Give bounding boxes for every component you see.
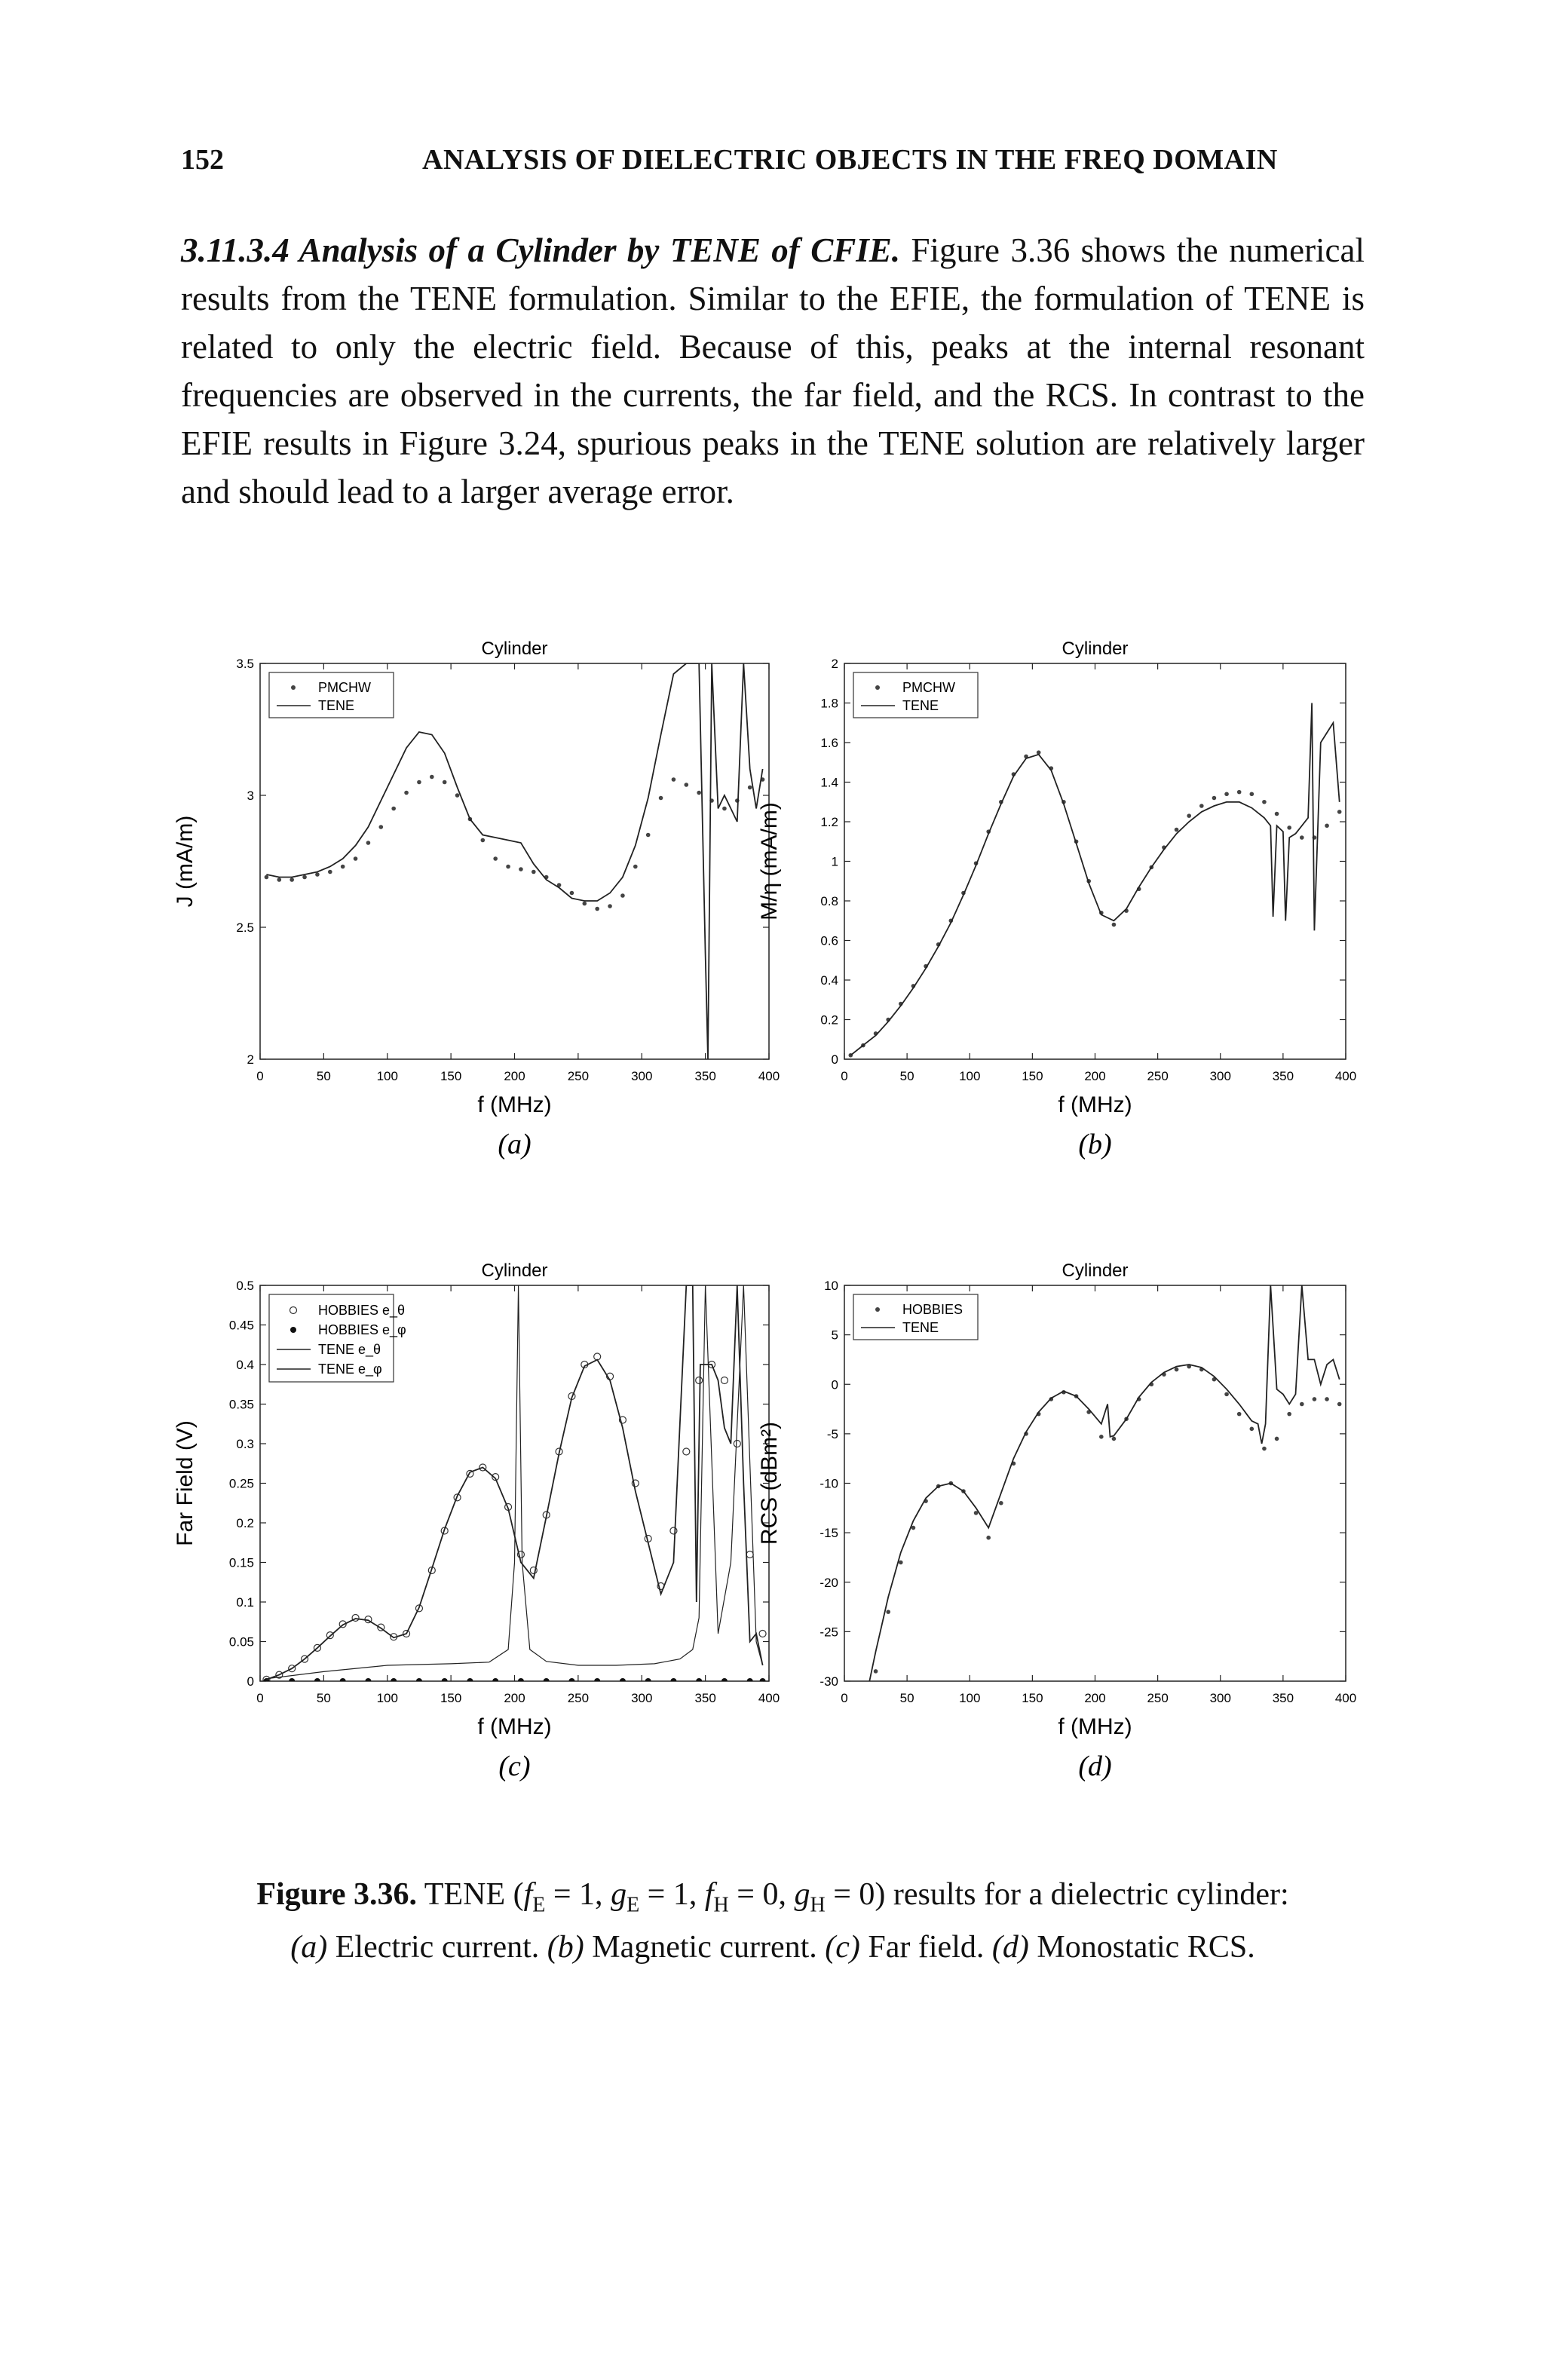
legend bbox=[269, 1294, 406, 1382]
data-point bbox=[734, 1441, 740, 1447]
y-tick-label: 0.1 bbox=[236, 1595, 254, 1610]
y-tick-label: 0.6 bbox=[820, 933, 838, 948]
data-point bbox=[391, 807, 396, 811]
y-tick-label: 0.4 bbox=[820, 973, 838, 988]
data-point bbox=[685, 783, 689, 787]
data-point bbox=[1224, 792, 1229, 796]
data-point bbox=[391, 1678, 397, 1684]
y-tick-label: 1 bbox=[831, 854, 838, 869]
chart-title: Cylinder bbox=[481, 639, 548, 659]
data-point bbox=[1250, 1427, 1254, 1432]
x-tick-label: 150 bbox=[1022, 1691, 1043, 1705]
plot-area bbox=[265, 663, 765, 1059]
panel-b bbox=[757, 639, 1356, 1160]
legend-label: TENE e_φ bbox=[318, 1362, 382, 1377]
data-point bbox=[697, 791, 701, 795]
x-tick-label: 150 bbox=[440, 1069, 462, 1083]
y-tick-label: 0.2 bbox=[820, 1012, 838, 1028]
data-point bbox=[646, 833, 651, 838]
data-point bbox=[518, 1678, 524, 1684]
data-point bbox=[544, 1678, 550, 1684]
x-axis-label: f (MHz) bbox=[477, 1092, 552, 1117]
panel-label: (a) bbox=[498, 1129, 532, 1160]
data-point bbox=[986, 1536, 991, 1540]
data-point bbox=[670, 1678, 676, 1684]
caption-a-label: (a) bbox=[290, 1930, 328, 1965]
y-tick-label: -5 bbox=[826, 1426, 838, 1441]
data-point bbox=[532, 870, 536, 875]
y-tick-label: 0 bbox=[831, 1052, 838, 1067]
data-point bbox=[1099, 1435, 1104, 1439]
plot-frame bbox=[260, 663, 769, 1059]
caption-c-label: (c) bbox=[825, 1930, 860, 1965]
figure-caption: Figure 3.36. TENE ($f_E = 1$, $g_E = 1$, $f_H = 0$, $g_H = 0$) results for a dielectric cylinder: (a) Electric current. (b) Magnetic current. (c) Far field. (d) Monostatic RCS. bbox=[256, 1877, 1289, 1965]
y-tick-label: 2 bbox=[247, 1052, 254, 1067]
data-point bbox=[290, 878, 294, 882]
data-point bbox=[1313, 1397, 1317, 1401]
data-point bbox=[633, 865, 638, 869]
x-tick-label: 400 bbox=[758, 1691, 780, 1705]
x-tick-label: 0 bbox=[841, 1069, 848, 1083]
x-tick-label: 0 bbox=[841, 1691, 848, 1705]
series-pmchw bbox=[265, 775, 765, 911]
panel-d bbox=[757, 1260, 1356, 1782]
caption-rest: results for a dielectric cylinder: bbox=[885, 1877, 1289, 1912]
y-axis-label: Far Field (V) bbox=[173, 1420, 198, 1546]
data-point bbox=[340, 1678, 346, 1684]
legend-label: HOBBIES e_θ bbox=[318, 1303, 406, 1318]
legend-label: TENE bbox=[902, 1320, 939, 1335]
data-point bbox=[443, 780, 447, 785]
y-axis-label: RCS (dBm²) bbox=[757, 1421, 782, 1545]
x-tick-label: 350 bbox=[1272, 1069, 1294, 1083]
y-tick-label: -10 bbox=[819, 1476, 838, 1491]
data-point bbox=[759, 1631, 766, 1637]
data-point bbox=[1262, 800, 1267, 804]
data-point bbox=[467, 1678, 473, 1684]
data-point bbox=[620, 1678, 626, 1684]
x-tick-label: 50 bbox=[899, 1691, 914, 1705]
y-tick-label: -15 bbox=[819, 1526, 838, 1541]
x-tick-label: 50 bbox=[316, 1691, 331, 1705]
y-tick-label: 0.3 bbox=[236, 1437, 254, 1451]
data-point bbox=[341, 865, 345, 869]
legend-marker bbox=[875, 1307, 880, 1312]
legend-label: TENE e_θ bbox=[318, 1342, 381, 1357]
x-tick-label: 200 bbox=[1084, 1691, 1106, 1705]
x-axis-label: f (MHz) bbox=[1058, 1092, 1132, 1117]
data-point bbox=[583, 902, 587, 906]
data-point bbox=[1287, 825, 1291, 830]
x-tick-label: 150 bbox=[1022, 1069, 1043, 1083]
data-point bbox=[506, 865, 510, 869]
data-point bbox=[659, 796, 663, 801]
data-point bbox=[1275, 1437, 1279, 1441]
legend-marker bbox=[291, 685, 296, 690]
data-point bbox=[1287, 1412, 1291, 1417]
y-tick-label: 0.45 bbox=[228, 1318, 254, 1333]
plot-frame bbox=[844, 663, 1346, 1059]
data-point bbox=[683, 1448, 690, 1455]
data-point bbox=[492, 1678, 498, 1684]
data-point bbox=[620, 893, 625, 898]
legend-label: HOBBIES bbox=[902, 1302, 963, 1317]
legend bbox=[853, 672, 978, 718]
y-tick-label: 2 bbox=[831, 657, 838, 671]
data-point bbox=[696, 1377, 703, 1384]
figure-3-36 bbox=[0, 618, 1544, 1824]
x-tick-label: 0 bbox=[256, 1691, 264, 1705]
x-tick-label: 50 bbox=[316, 1069, 331, 1083]
series-line bbox=[850, 703, 1339, 1055]
y-tick-label: -30 bbox=[819, 1674, 838, 1689]
x-tick-label: 200 bbox=[504, 1691, 525, 1705]
x-tick-label: 400 bbox=[1334, 1691, 1357, 1705]
data-point bbox=[746, 1551, 753, 1558]
y-tick-label: -20 bbox=[819, 1575, 838, 1590]
series-hobbies-e- bbox=[263, 1353, 766, 1683]
legend-label: PMCHW bbox=[902, 680, 955, 695]
y-tick-label: 0.2 bbox=[236, 1516, 254, 1530]
data-point bbox=[999, 1501, 1003, 1505]
series-line bbox=[869, 1285, 1339, 1681]
data-point bbox=[721, 1678, 728, 1684]
data-point bbox=[747, 1678, 753, 1684]
y-tick-label: 5 bbox=[831, 1328, 838, 1343]
panel-c bbox=[173, 1260, 780, 1782]
data-point bbox=[430, 775, 434, 780]
y-tick-label: 0.4 bbox=[236, 1358, 254, 1372]
y-tick-label: 0.25 bbox=[228, 1476, 254, 1491]
data-point bbox=[265, 875, 269, 880]
panel-label: (c) bbox=[498, 1751, 531, 1782]
data-point bbox=[1112, 1437, 1117, 1441]
x-tick-label: 100 bbox=[376, 1691, 398, 1705]
chart-title: Cylinder bbox=[1062, 639, 1129, 659]
running-head: ANALYSIS OF DIELECTRIC OBJECTS IN THE FREQ DOMAIN bbox=[422, 144, 1278, 176]
data-point bbox=[315, 872, 320, 877]
section-heading: 3.11.3.4 Analysis of a Cylinder by TENE of CFIE. bbox=[181, 231, 901, 269]
legend-marker bbox=[875, 685, 880, 690]
data-point bbox=[417, 780, 421, 785]
data-point bbox=[1337, 810, 1342, 814]
x-tick-label: 300 bbox=[1209, 1691, 1231, 1705]
x-tick-label: 300 bbox=[631, 1691, 653, 1705]
panel-a bbox=[173, 639, 780, 1160]
y-axis-label: M/η (mA/m) bbox=[757, 802, 782, 920]
plot-area bbox=[869, 1285, 1341, 1681]
series-pmchw bbox=[849, 750, 1342, 1057]
data-point bbox=[1325, 1397, 1329, 1401]
chart-title: Cylinder bbox=[481, 1260, 548, 1281]
plot-frame bbox=[844, 1285, 1346, 1681]
x-tick-label: 200 bbox=[1084, 1069, 1106, 1083]
x-tick-label: 200 bbox=[504, 1069, 525, 1083]
caption-d-label: (d) bbox=[991, 1930, 1029, 1965]
y-tick-label: 1.8 bbox=[820, 696, 838, 711]
data-point bbox=[416, 1678, 422, 1684]
y-axis-label: J (mA/m) bbox=[173, 815, 198, 908]
data-point bbox=[1199, 804, 1204, 808]
x-axis-label: f (MHz) bbox=[477, 1714, 552, 1739]
data-point bbox=[1112, 923, 1117, 927]
y-tick-label: 1.2 bbox=[820, 815, 838, 829]
x-tick-label: 300 bbox=[631, 1069, 653, 1083]
page-number: 152 bbox=[181, 144, 224, 176]
series-line bbox=[266, 663, 762, 1059]
data-point bbox=[594, 1353, 601, 1360]
legend-label: HOBBIES e_φ bbox=[318, 1322, 406, 1337]
data-point bbox=[442, 1678, 448, 1684]
data-point bbox=[645, 1678, 651, 1684]
x-tick-label: 100 bbox=[376, 1069, 398, 1083]
data-point bbox=[886, 1610, 890, 1614]
x-axis-label: f (MHz) bbox=[1058, 1714, 1132, 1739]
x-tick-label: 400 bbox=[758, 1069, 780, 1083]
data-point bbox=[365, 1678, 371, 1684]
x-tick-label: 100 bbox=[959, 1691, 981, 1705]
data-point bbox=[672, 777, 676, 782]
data-point bbox=[1262, 1447, 1267, 1451]
data-point bbox=[722, 807, 727, 811]
series-tene bbox=[850, 703, 1339, 1055]
panel-label: (d) bbox=[1078, 1751, 1112, 1782]
y-tick-label: 0.05 bbox=[228, 1634, 254, 1649]
data-point bbox=[874, 1669, 878, 1674]
data-point bbox=[404, 791, 409, 795]
data-point bbox=[670, 1527, 677, 1534]
legend bbox=[269, 672, 394, 718]
data-point bbox=[1212, 796, 1217, 801]
data-point bbox=[379, 825, 384, 829]
x-tick-label: 0 bbox=[256, 1069, 264, 1083]
data-point bbox=[519, 867, 523, 871]
x-tick-label: 250 bbox=[567, 1691, 590, 1705]
data-point bbox=[594, 1678, 600, 1684]
data-point bbox=[1275, 812, 1279, 816]
plot-area bbox=[849, 703, 1342, 1058]
data-point bbox=[1237, 1412, 1242, 1417]
data-point bbox=[493, 856, 498, 861]
y-tick-label: 1.6 bbox=[820, 736, 838, 750]
legend-marker bbox=[290, 1327, 296, 1333]
chart-title: Cylinder bbox=[1062, 1260, 1129, 1281]
data-point bbox=[481, 838, 486, 843]
data-point bbox=[314, 1678, 320, 1684]
data-point bbox=[354, 856, 358, 861]
x-tick-label: 50 bbox=[899, 1069, 914, 1083]
data-point bbox=[1224, 1392, 1229, 1397]
x-tick-label: 350 bbox=[694, 1691, 716, 1705]
data-point bbox=[696, 1678, 702, 1684]
data-point bbox=[289, 1678, 295, 1684]
y-tick-label: 0 bbox=[247, 1674, 254, 1689]
y-tick-label: 0.8 bbox=[820, 894, 838, 908]
data-point bbox=[1337, 1402, 1342, 1407]
data-point bbox=[1250, 792, 1254, 796]
legend-label: PMCHW bbox=[318, 680, 371, 695]
section-body: Figure 3.36 shows the numerical results from the TENE formulation. Similar to the EFIE, the formulation of TENE is related to only the electric field. Because of this, peaks at the internal resonant frequencies are observed in the currents, the far field, and the RCS. In contrast to the EFIE results in Figure 3.24, spurious peaks in the TENE solution are relatively larger and should lead to a larger average error. bbox=[181, 231, 1365, 510]
data-point bbox=[1300, 1402, 1304, 1407]
data-point bbox=[1300, 835, 1304, 840]
y-tick-label: 2.5 bbox=[236, 920, 254, 935]
panel-label: (b) bbox=[1078, 1129, 1112, 1160]
x-tick-label: 250 bbox=[1147, 1691, 1169, 1705]
x-tick-label: 250 bbox=[1147, 1069, 1169, 1083]
data-point bbox=[1187, 813, 1191, 818]
x-tick-label: 300 bbox=[1209, 1069, 1231, 1083]
data-point bbox=[595, 907, 599, 911]
data-point bbox=[328, 870, 332, 875]
x-tick-label: 400 bbox=[1334, 1069, 1357, 1083]
y-tick-label: 0.35 bbox=[228, 1397, 254, 1412]
data-point bbox=[748, 786, 752, 790]
data-point bbox=[455, 793, 460, 798]
legend bbox=[853, 1294, 978, 1340]
data-point bbox=[277, 878, 282, 882]
x-tick-label: 150 bbox=[440, 1691, 462, 1705]
section-paragraph bbox=[181, 226, 1365, 516]
x-tick-label: 350 bbox=[694, 1069, 716, 1083]
data-point bbox=[568, 1678, 574, 1684]
data-point bbox=[760, 1678, 766, 1684]
y-tick-label: 3.5 bbox=[236, 657, 254, 671]
y-tick-label: 3 bbox=[247, 789, 254, 803]
x-tick-label: 350 bbox=[1272, 1691, 1294, 1705]
x-tick-label: 250 bbox=[567, 1069, 590, 1083]
y-tick-label: -25 bbox=[819, 1625, 838, 1640]
data-point bbox=[570, 891, 574, 896]
data-point bbox=[1175, 828, 1179, 832]
data-point bbox=[302, 875, 307, 880]
data-point bbox=[608, 904, 612, 908]
y-tick-label: 10 bbox=[824, 1279, 838, 1293]
y-tick-label: 0 bbox=[831, 1377, 838, 1392]
y-tick-label: 1.4 bbox=[820, 775, 838, 790]
x-tick-label: 100 bbox=[959, 1069, 981, 1083]
data-point bbox=[721, 1377, 728, 1384]
y-tick-label: 0.15 bbox=[228, 1555, 254, 1570]
caption-lead: Figure 3.36. bbox=[256, 1877, 418, 1912]
series-tene bbox=[869, 1285, 1339, 1681]
data-point bbox=[1237, 790, 1242, 795]
y-tick-label: 0.5 bbox=[236, 1279, 254, 1293]
legend-label: TENE bbox=[318, 698, 355, 713]
data-point bbox=[899, 1561, 903, 1565]
caption-equation: TENE ($f_E = 1$, $g_E = 1$, $f_H = 0$, $g_H = 0$) bbox=[424, 1877, 886, 1917]
data-point bbox=[1325, 823, 1329, 828]
data-point bbox=[1175, 1368, 1179, 1372]
data-point bbox=[366, 841, 371, 845]
caption-b-label: (b) bbox=[547, 1930, 584, 1965]
series-tene bbox=[266, 663, 762, 1059]
legend-label: TENE bbox=[902, 698, 939, 713]
